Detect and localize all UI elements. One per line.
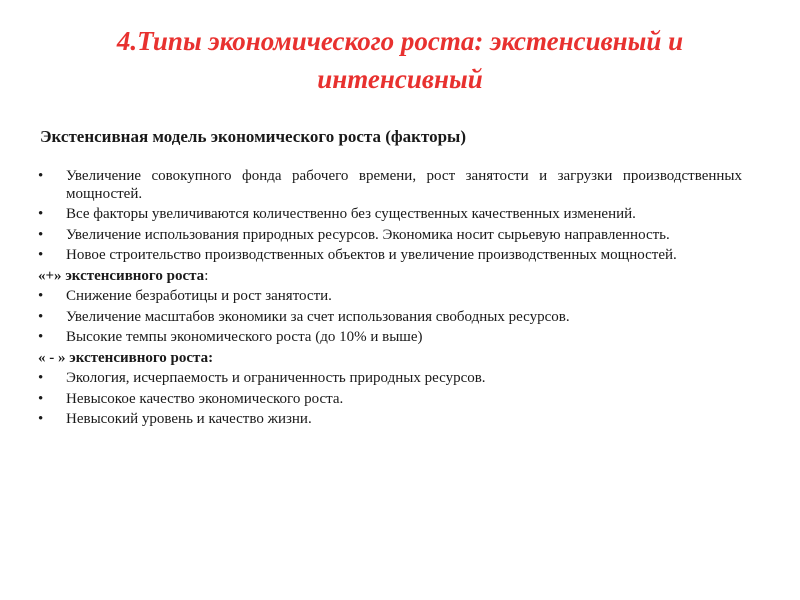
cons-heading-prefix: « - » xyxy=(38,349,66,366)
bullet-icon: • xyxy=(38,370,44,386)
factor-text: Все факторы увеличиваются количественно без существенных качественных изменений. xyxy=(66,206,636,222)
cons-text: Невысокое качество экономического роста. xyxy=(66,390,344,407)
pros-heading-label: экстенсивного роста xyxy=(61,267,205,284)
bullet-icon: • xyxy=(38,390,44,407)
cons-text: Невысокий уровень и качество жизни. xyxy=(66,411,312,427)
factor-text: Увеличение совокупного фонда рабочего времени, рост занятости и загрузки производственных мощностей. xyxy=(66,168,742,202)
slide-title xyxy=(40,22,760,98)
cons-item xyxy=(38,411,742,429)
cons-item xyxy=(38,370,742,388)
factor-item xyxy=(38,227,742,245)
pros-heading-colon: : xyxy=(204,267,209,284)
pros-item xyxy=(38,309,742,327)
bullet-icon: • xyxy=(38,411,44,427)
factor-item xyxy=(38,247,742,265)
bullet-icon: • xyxy=(38,329,44,345)
factor-text: Новое строительство производственных объектов и увеличение производственных мощностей. xyxy=(66,247,677,263)
bullet-icon: • xyxy=(38,247,44,263)
cons-heading-label: экстенсивного роста: xyxy=(65,349,214,366)
bullet-icon: • xyxy=(38,206,44,222)
bullet-icon: • xyxy=(38,168,44,184)
slide-title-line-1: 4.Типы экономического роста: экстенсивный и xyxy=(116,26,684,56)
factor-item xyxy=(38,168,742,203)
pros-text: Высокие темпы экономического роста (до 10% и выше) xyxy=(66,329,423,345)
cons-heading xyxy=(38,350,742,368)
cons-item xyxy=(38,391,742,409)
pros-text: Снижение безработицы и рост занятости. xyxy=(66,288,332,304)
slide-body xyxy=(38,168,742,432)
cons-text: Экология, исчерпаемость и ограниченность природных ресурсов. xyxy=(66,370,486,386)
slide-title-line-2: интенсивный xyxy=(317,64,483,94)
pros-heading-prefix: «+» xyxy=(38,267,62,284)
factor-item xyxy=(38,206,742,224)
bullet-icon: • xyxy=(38,308,44,325)
bullet-icon: • xyxy=(38,288,44,304)
section-subtitle: Экстенсивная модель экономического роста (факторы) xyxy=(40,127,466,146)
bullet-icon: • xyxy=(38,226,44,243)
pros-item xyxy=(38,329,742,347)
pros-text: Увеличение масштабов экономики за счет использования свободных ресурсов. xyxy=(66,308,570,325)
factor-text: Увеличение использования природных ресурсов. Экономика носит сырьевую направленность. xyxy=(66,226,670,243)
pros-item xyxy=(38,288,742,306)
pros-heading xyxy=(38,268,742,286)
